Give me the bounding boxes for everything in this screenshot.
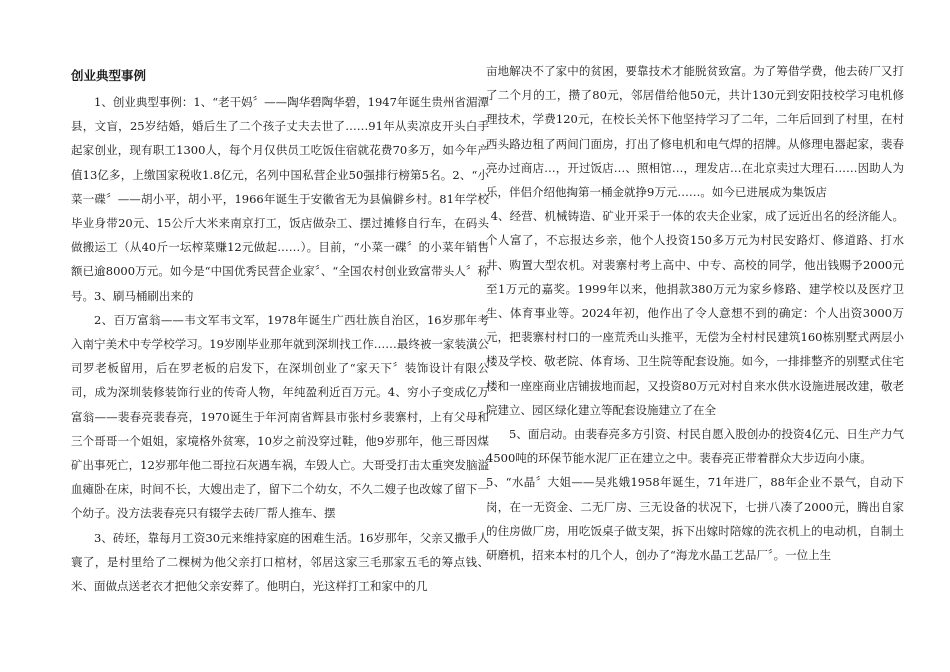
paragraph-left-3: 3、砖坯，靠每月工资30元来维持家庭的困难生活。16岁那年，父亲又撒手人寰了，是村里给了二棵树为他父亲打口棺材，邻居这家三毛那家五毛的筹点钱、米、面做点送老衣才把他父亲安葬了。他明白，光这样打工和家中的几	[71, 530, 489, 594]
paragraph-right-3: 5、面启动。由裴春亮多方引资、村民自愿入股创办的投资4亿元、日生产力气4500吨的环保节能水泥厂正在建立之中。裴春亮正带着群众大步迈向小康。	[486, 427, 904, 466]
paragraph-left-2: 2、百万富翁——韦文军韦文军，1978年诞生广西壮族自治区，16岁那年考入南宁美术中专学校学习。19岁刚毕业那年就到深圳找工作……最终被一家装潢公司罗老板留用，后在罗老板的启发下，在深圳创业了“家天下〞装饰设计有限公司，成为深圳装修装饰行业的传奇人物，年纯盈利近百万元。4、穷小子变成亿万富翁——裴春亮裴春亮，1970诞生于年河南省辉县市张村乡裴寨村，上有父母和三个哥哥一个姐姐，家境格外贫寒，10岁之前没穿过鞋，他9岁那年，他三哥因煤矿出事死亡，12岁那年他二哥拉石灰遇车祸，车毁人亡。大哥受打击太重突发脑溢血瘫卧在床，时间不长，大嫂出走了，留下二个幼女，不久二嫂子也改嫁了留下一个幼子。没方法裴春亮只有辍学去砖厂帮人推车、摆	[71, 312, 489, 521]
paragraph-right-2: 4、经营、机械铸造、矿业开采于一体的农夫企业家，成了远近出名的经济能人。个人富了，不忘报达乡亲，他个人投资150多万元为村民安路灯、修道路、打水井、购置大型农机。对裴寨村考上高中、中专、高校的同学，他出钱赐予2000元至1万元的嘉奖。1999年以来，他捐款380万元为家乡修路、建学校以及医疗卫生、体育事业等。2024年初，他作出了令人意想不到的确定：个人出资3000万元，把裴寨村村口的一座荒秃山头推平，无偿为全村村民建筑160栋别墅式两层小楼及学校、敬老院、体育场、卫生院等配套设施。如今，一排排整齐的别墅式住宅楼和一座座商业店铺拔地而起，又投资80万元对村自来水供水设施进展改建，敬老院建立、园区绿化建立等配套设施建立了在全	[486, 209, 904, 417]
paragraph-right-4: 5、“水晶〞大姐——吴兆娥1958年诞生，71年进厂，88年企业不景气，自动下岗，在一无资金、二无厂房、三无设备的状况下，七拼八凑了2000元，腾出自家的住房做厂房，用吃饭桌子做支架，拆下出嫁时陪嫁的洗衣机上的电动机，自制土研磨机，招来本村的几个人，创办了“海龙水晶工艺品厂〞。一位上生	[486, 475, 904, 563]
paragraph-left-1: 1、创业典型事例：1、“老干妈〞——陶华碧陶华碧，1947年诞生贵州省湄潭县，文盲，25岁结婚，婚后生了二个孩子丈夫去世了……91年从卖凉皮开头白手起家创业，现有职工1300人，每个月仅供员工吃饭住宿就花费70多万，如今年产值13亿多，上缴国家税收1.8亿元，名列中国私营企业50强排行榜第5名。2、“小菜一碟〞——胡小平，胡小平，1966年诞生于安徽省无为县偏僻乡村。81年学校毕业身带20元、15公斤大米来南京打工，饭店做杂工、摆过摊修自行车，在码头做搬运工（从40斤一坛榨菜赚12元做起……）。目前，“小菜一碟〞的小菜年销售额已逾8000万元。如今是“中国优秀民营企业家〞、“全国农村创业致富带头人〞称号。3、刷马桶刷出来的	[71, 95, 489, 303]
paragraph-right-1: 亩地解决不了家中的贫困，要靠技术才能脱贫致富。为了筹借学费，他去砖厂又打了二个月的工，攒了80元，邻居借给他50元，共计130元到安阳技校学习电机修理技术，学费120元，在校长关怀下他坚持学习了二年，二年后回到了村里，在村西头路边租了两间门面房，打出了修电机和电气焊的招牌。从修理电器起家，裴春亮办过商店…，开过饭店…、照相馆…，理发店…在北京卖过大理石……因助人为乐，伴侣介绍他掏第一桶金就挣9万元……。如今已进展成为集饭店	[486, 64, 904, 200]
document-title: 创业典型事例	[71, 68, 147, 83]
right-column	[486, 59, 904, 567]
left-column	[71, 60, 489, 598]
